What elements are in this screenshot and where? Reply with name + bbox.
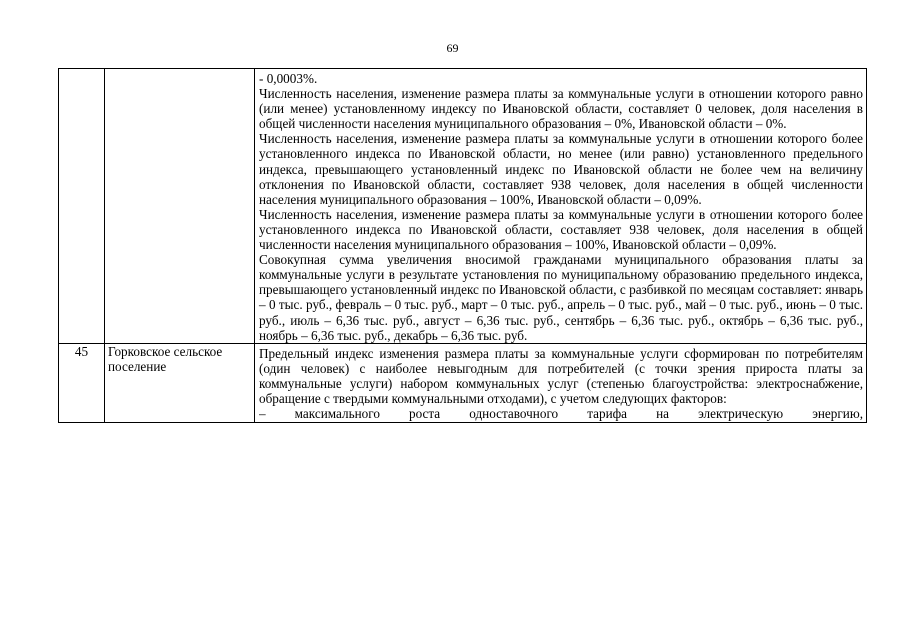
municipality-name-cell: Горковское сельское поселение bbox=[105, 343, 255, 422]
document-table bbox=[58, 68, 867, 423]
municipality-name-cell bbox=[105, 69, 255, 344]
page-number: 69 bbox=[446, 41, 459, 55]
paragraph: Совокупная сумма увеличения вносимой гражданами муниципального образования платы за коммунальные услуги в результате установления по муниципальному образованию предельного индекса, превышающего установленный индекс по Ивановской области, с разбивкой по месяцам составляет: январь – 0 тыс. руб., февраль – 0 тыс. руб., март – 0 тыс. руб., апрель – 0 тыс. руб., май – 0 тыс. руб., июнь – 0 тыс. руб., июль – 6,36 тыс. руб., август – 6,36 тыс. руб., сентябрь – 6,36 тыс. руб., октябрь – 6,36 тыс. руб., ноябрь – 6,36 тыс. руб., декабрь – 6,36 тыс. руб. bbox=[259, 252, 863, 343]
paragraph: - 0,0003%. bbox=[259, 71, 318, 86]
description-cell bbox=[255, 69, 867, 344]
table-row bbox=[59, 343, 867, 422]
paragraph: – максимального роста одноставочного тарифа на электрическую энергию, bbox=[259, 406, 863, 422]
paragraph: Численность населения, изменение размера платы за коммунальные услуги в отношении которого более установленного индекса по Ивановской области, составляет 938 человек, доля населения в общей численности населения муниципального образования – 100%, Ивановской области – 0,09%. bbox=[259, 206, 863, 253]
paragraph: Численность населения, изменение размера платы за коммунальные услуги в отношении которого более установленного индекса по Ивановской области, но менее (или равно) установленного предельного индекса, превышающего установленный индекс по Ивановской области не более чем на величину отклонения по Ивановской области, составляет 938 человек, доля населения в общей численности населения муниципального образования – 100%, Ивановской области – 0,09%. bbox=[259, 131, 863, 207]
paragraph: Численность населения, изменение размера платы за коммунальные услуги в отношении которого равно (или менее) установленному индексу по Ивановской области, составляет 0 человек, доля населения в общей численности населения муниципального образования – 0%, Ивановской области – 0%. bbox=[259, 86, 863, 132]
table-row bbox=[59, 69, 867, 344]
paragraph: Предельный индекс изменения размера платы за коммунальные услуги сформирован по потребителям (один человек) с наиболее невыгодным для потребителей (с точки зрения прироста платы за коммунальные услуги) набором коммунальных услуг (степенью благоустройства: электроснабжение, обращение с твердыми коммунальными отходами), с учетом следующих факторов: bbox=[259, 345, 863, 406]
row-number-cell: 45 bbox=[59, 343, 105, 422]
row-number-cell bbox=[59, 69, 105, 344]
description-cell bbox=[255, 343, 867, 422]
